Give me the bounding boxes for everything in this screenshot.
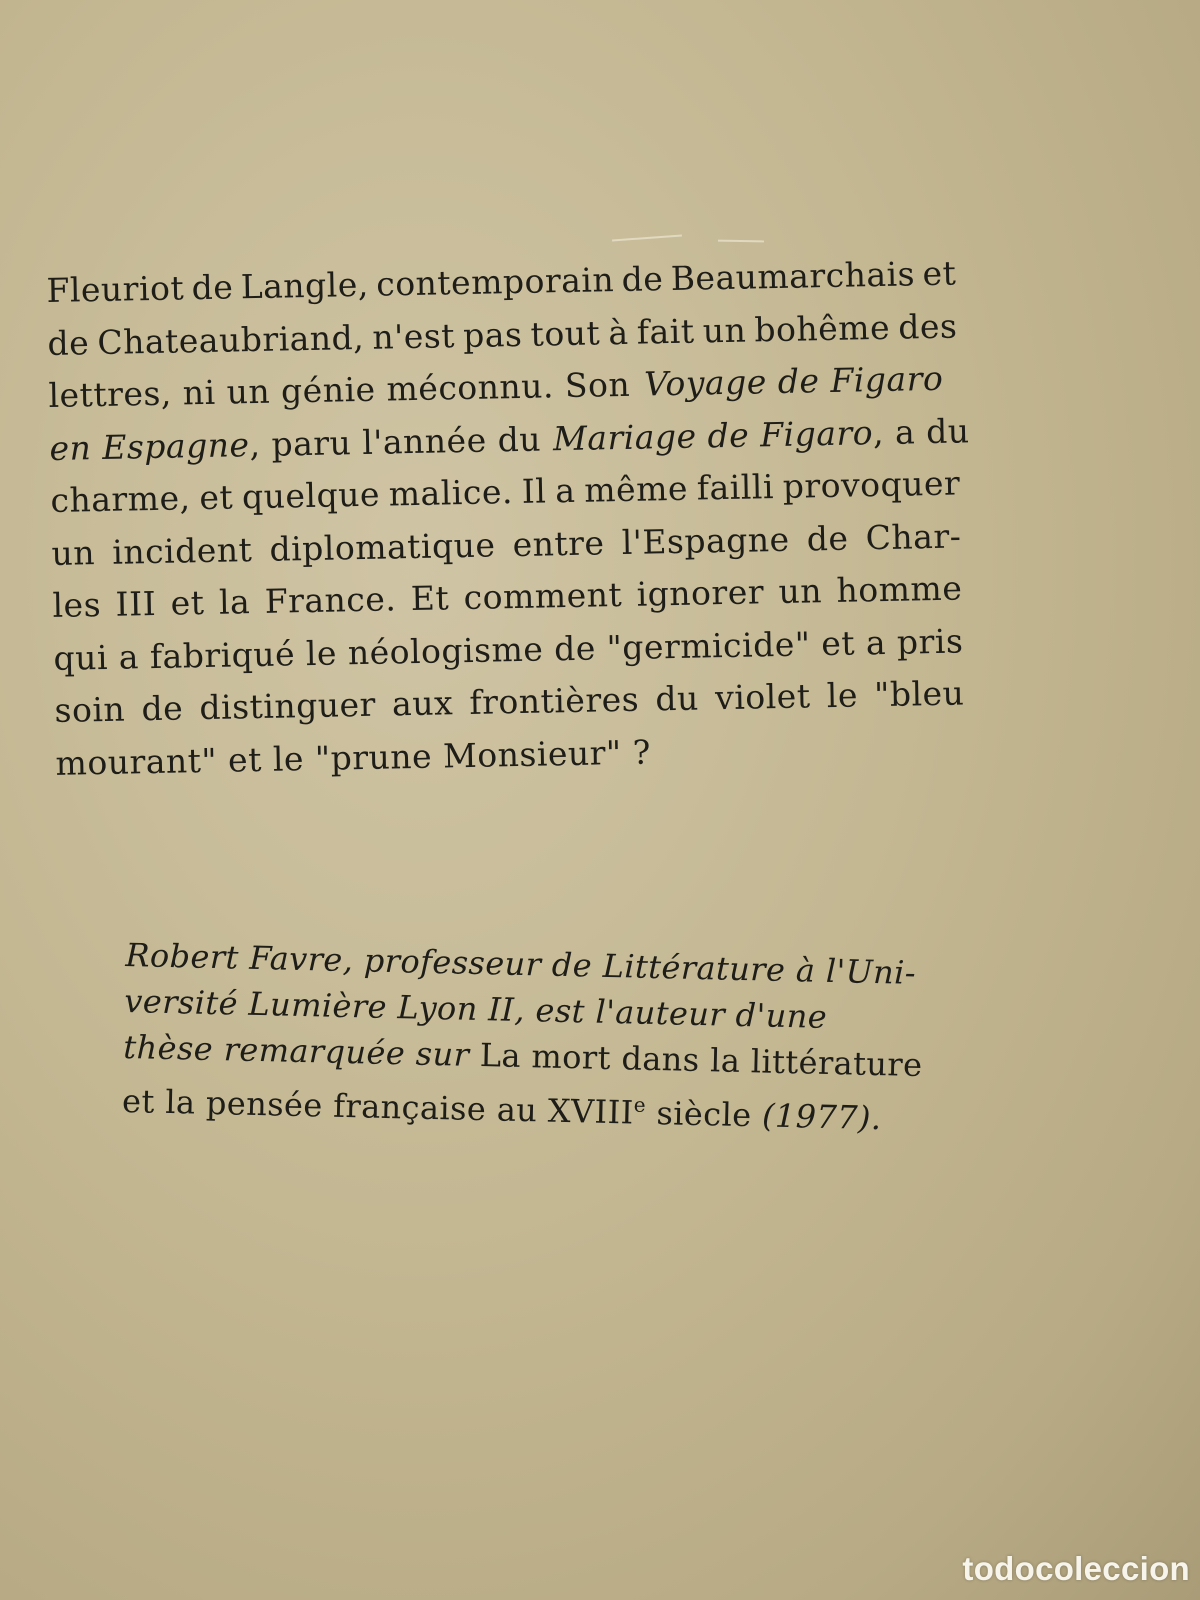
- blurb-word: frontières: [469, 679, 640, 722]
- blurb-word: un: [778, 571, 823, 611]
- blurb-word: de: [806, 518, 849, 558]
- blurb-word: qui: [53, 637, 109, 678]
- bio-text: thèse remarquée sur: [122, 1027, 470, 1074]
- blurb-word: a: [865, 622, 887, 662]
- book-title-mariage: Mariage de Figaro: [552, 412, 874, 458]
- blurb-word: homme: [836, 568, 963, 610]
- blurb-word: bohême: [754, 307, 891, 349]
- blurb-word: quelque: [241, 474, 381, 517]
- blurb-word: et: [820, 623, 856, 663]
- blurb-word: pas: [462, 314, 523, 355]
- blurb-word: l'Espagne: [621, 519, 790, 562]
- blurb-word: la: [218, 582, 251, 622]
- blurb-word: et: [199, 477, 234, 518]
- bio-line: versité Lumière Lyon II, est l'auteur d'une: [124, 981, 828, 1036]
- book-title-la-mort-end: siècle: [656, 1094, 752, 1135]
- blurb-word: soin: [54, 689, 126, 730]
- blurb-text: lettres, ni un génie méconnu. Son: [48, 364, 631, 415]
- book-title-la-mort-cont: et la pensée française au XVIII: [121, 1081, 635, 1132]
- blurb-word: provoquer: [782, 463, 961, 506]
- blurb-word: de: [191, 267, 234, 308]
- blurb-word: à: [608, 312, 629, 352]
- blurb-word: failli: [696, 467, 775, 508]
- blurb-word: entre: [512, 522, 605, 564]
- blurb-paragraph: [46, 248, 970, 790]
- blurb-word: même: [583, 468, 689, 510]
- blurb-word: le: [826, 675, 859, 716]
- cover-scratch: [718, 240, 764, 243]
- century-superscript: e: [633, 1092, 647, 1117]
- blurb-word: a: [118, 636, 140, 677]
- site-watermark: todocoleccion: [962, 1550, 1190, 1587]
- book-title-voyage: Voyage de Figaro: [643, 358, 944, 404]
- blurb-word: du: [655, 678, 700, 719]
- blurb-word: le: [305, 632, 338, 673]
- blurb-word: Il: [521, 471, 547, 511]
- blurb-word: distinguer: [199, 684, 377, 728]
- blurb-word: n'est: [372, 315, 456, 357]
- blurb-word: fabriqué: [149, 633, 296, 676]
- cover-scratch: [612, 235, 682, 242]
- blurb-word: tout: [530, 312, 601, 354]
- blurb-word: les: [52, 585, 102, 625]
- blurb-word: Langle,: [240, 264, 370, 307]
- blurb-word: incident: [111, 529, 253, 572]
- blurb-word: charme,: [50, 478, 191, 520]
- blurb-word: de: [621, 259, 664, 299]
- book-title-la-mort: La mort dans la littérature: [479, 1036, 923, 1085]
- blurb-word: pris: [896, 620, 964, 662]
- blurb-word: "bleu: [873, 673, 965, 715]
- blurb-word: et: [922, 253, 957, 294]
- blurb-word: un: [51, 532, 96, 573]
- blurb-text: , a du: [872, 410, 970, 452]
- blurb-word: diplomatique: [269, 524, 496, 569]
- blurb-word: contemporain: [375, 260, 615, 304]
- blurb-word: fait: [636, 311, 695, 352]
- blurb-word: ignorer: [636, 572, 765, 614]
- bio-line: Robert Favre, professeur de Littérature à l'Uni-: [125, 935, 917, 992]
- blurb-word: a: [554, 470, 576, 511]
- blurb-word: comment: [463, 575, 623, 618]
- blurb-word: Fleuriot: [46, 268, 185, 310]
- blurb-word: et: [170, 583, 205, 623]
- blurb-word: un: [702, 310, 747, 350]
- blurb-word: violet: [714, 676, 811, 718]
- blurb-word: des: [897, 306, 958, 347]
- blurb-word: de: [141, 688, 184, 729]
- blurb-text: , paru l'année du: [249, 419, 542, 464]
- blurb-word: aux: [391, 683, 454, 724]
- blurb-word: France.: [264, 579, 397, 621]
- blurb-word: "germicide": [606, 623, 811, 667]
- blurb-word: III: [115, 583, 157, 624]
- blurb-word: Chateaubriand,: [96, 317, 365, 362]
- blurb-word: malice.: [388, 472, 514, 514]
- blurb-word: Char-: [865, 515, 962, 557]
- publication-year: (1977).: [761, 1096, 882, 1138]
- blurb-word: de: [553, 628, 597, 668]
- blurb-text: mourant" et le "prune Monsieur" ?: [55, 731, 652, 783]
- blurb-word: de: [47, 322, 90, 363]
- author-bio: [122, 932, 956, 1143]
- blurb-word: Et: [410, 578, 450, 619]
- book-title-voyage-cont: en Espagne: [49, 424, 250, 468]
- blurb-word: néologisme: [347, 629, 544, 672]
- blurb-word: Beaumarchais: [670, 254, 916, 299]
